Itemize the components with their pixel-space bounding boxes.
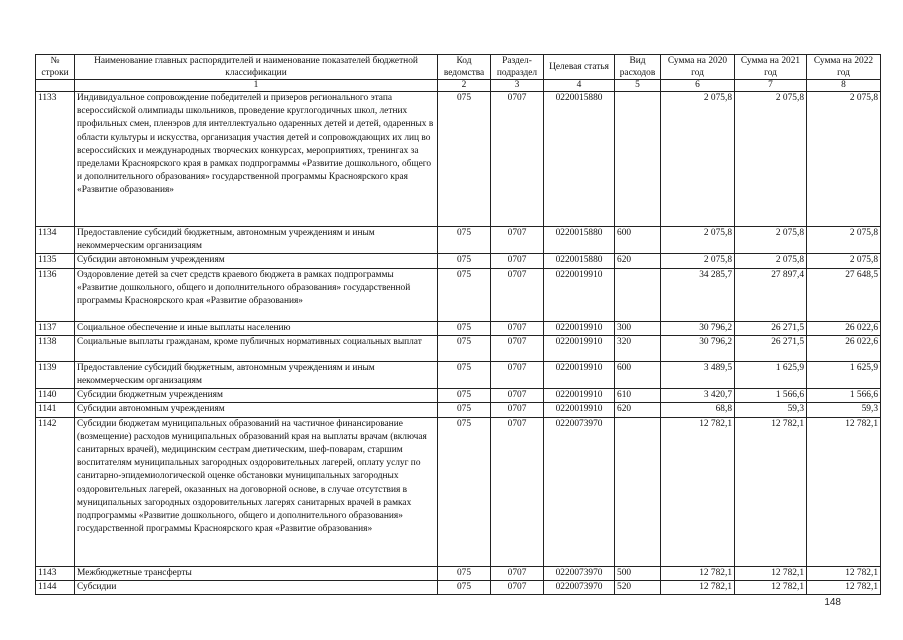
column-number — [36, 80, 75, 92]
row-expense-type: 600 — [615, 227, 661, 254]
row-section: 0707 — [491, 92, 544, 227]
row-section: 0707 — [491, 566, 544, 580]
column-number: 8 — [807, 80, 881, 92]
row-sum-2022: 1 625,9 — [807, 361, 881, 388]
row-target-article: 0220019910 — [544, 361, 615, 388]
row-dept-code: 075 — [438, 321, 491, 335]
header-sum-2022: Сумма на 2022 год — [807, 55, 881, 80]
row-name: Предоставление субсидий бюджетным, автономным учреждениям и иным некоммерческим организациям — [75, 227, 438, 254]
column-number: 1 — [75, 80, 438, 92]
row-number: 1142 — [36, 417, 75, 566]
row-expense-type: 620 — [615, 403, 661, 417]
row-dept-code: 075 — [438, 580, 491, 594]
row-sum-2022: 26 022,6 — [807, 321, 881, 335]
table-row — [36, 321, 881, 335]
row-dept-code: 075 — [438, 254, 491, 268]
table-row — [36, 566, 881, 580]
row-sum-2022: 2 075,8 — [807, 92, 881, 227]
row-section: 0707 — [491, 361, 544, 388]
page-number: 148 — [824, 597, 841, 608]
row-sum-2022: 12 782,1 — [807, 566, 881, 580]
header-expense-type: Вид расходов — [615, 55, 661, 80]
row-name: Субсидии бюджетам муниципальных образований на частичное финансирование (возмещение) расходов муниципальных образований края на выплаты врачам (включая санитарных врачей), медицинским сестрам диетическим, шеф-поварам, старшим воспитателям муниципальных загородных оздоровительных лагерей, оплату услуг по санитарно-эпидемиологической оценке обстановки муниципальных загородных оздоровительных лагерей, оказанных на договорной основе, в случае отсутствия в муниципальных загородных оздоровительных лагерях санитарных врачей в рамках подпрограммы «Развитие дошкольного, общего и дополнительного образования» государственной программы Красноярского края «Развитие образования» — [75, 417, 438, 566]
header-code: Код ведомства — [438, 55, 491, 80]
row-number: 1141 — [36, 403, 75, 417]
row-sum-2020: 12 782,1 — [661, 417, 735, 566]
row-target-article: 0220019910 — [544, 335, 615, 361]
row-section: 0707 — [491, 580, 544, 594]
header-sum-2020: Сумма на 2020 год — [661, 55, 735, 80]
row-number: 1133 — [36, 92, 75, 227]
row-sum-2021: 2 075,8 — [735, 227, 807, 254]
row-section: 0707 — [491, 254, 544, 268]
row-sum-2022: 2 075,8 — [807, 227, 881, 254]
table-row — [36, 361, 881, 388]
row-sum-2020: 30 796,2 — [661, 321, 735, 335]
row-expense-type: 320 — [615, 335, 661, 361]
row-sum-2022: 2 075,8 — [807, 254, 881, 268]
row-target-article: 0220015880 — [544, 227, 615, 254]
row-target-article: 0220019910 — [544, 268, 615, 321]
table-body — [36, 92, 881, 595]
row-number: 1140 — [36, 389, 75, 403]
row-sum-2022: 1 566,6 — [807, 389, 881, 403]
row-dept-code: 075 — [438, 361, 491, 388]
header-article: Целевая статья — [544, 55, 615, 80]
row-sum-2020: 2 075,8 — [661, 92, 735, 227]
row-number: 1138 — [36, 335, 75, 361]
row-sum-2020: 2 075,8 — [661, 254, 735, 268]
row-name: Субсидии автономным учреждениям — [75, 403, 438, 417]
row-sum-2022: 26 022,6 — [807, 335, 881, 361]
row-dept-code: 075 — [438, 92, 491, 227]
row-target-article: 0220073970 — [544, 580, 615, 594]
row-sum-2021: 2 075,8 — [735, 254, 807, 268]
table-row — [36, 417, 881, 566]
row-expense-type — [615, 417, 661, 566]
row-sum-2021: 1 566,6 — [735, 389, 807, 403]
row-sum-2020: 3 489,5 — [661, 361, 735, 388]
row-expense-type: 610 — [615, 389, 661, 403]
row-dept-code: 075 — [438, 417, 491, 566]
header-name: Наименование главных распорядителей и наименование показателей бюджетной классификации — [75, 55, 438, 80]
table-row — [36, 268, 881, 321]
row-expense-type — [615, 92, 661, 227]
row-sum-2022: 59,3 — [807, 403, 881, 417]
header-section: Раздел-подраздел — [491, 55, 544, 80]
row-sum-2020: 3 420,7 — [661, 389, 735, 403]
row-name: Социальное обеспечение и иные выплаты населению — [75, 321, 438, 335]
row-expense-type — [615, 268, 661, 321]
column-number: 6 — [661, 80, 735, 92]
row-dept-code: 075 — [438, 389, 491, 403]
row-sum-2021: 26 271,5 — [735, 335, 807, 361]
table-row — [36, 580, 881, 594]
row-dept-code: 075 — [438, 227, 491, 254]
row-sum-2021: 2 075,8 — [735, 92, 807, 227]
header-row — [36, 55, 881, 80]
row-sum-2020: 34 285,7 — [661, 268, 735, 321]
table-row — [36, 335, 881, 361]
row-section: 0707 — [491, 389, 544, 403]
row-name: Межбюджетные трансферты — [75, 566, 438, 580]
row-name: Субсидии бюджетным учреждениям — [75, 389, 438, 403]
row-section: 0707 — [491, 335, 544, 361]
row-name: Субсидии автономным учреждениям — [75, 254, 438, 268]
row-dept-code: 075 — [438, 335, 491, 361]
row-sum-2020: 30 796,2 — [661, 335, 735, 361]
row-target-article: 0220073970 — [544, 417, 615, 566]
row-name: Предоставление субсидий бюджетным, автономным учреждениям и иным некоммерческим организациям — [75, 361, 438, 388]
row-expense-type: 620 — [615, 254, 661, 268]
column-number-row — [36, 80, 881, 92]
row-sum-2021: 59,3 — [735, 403, 807, 417]
row-sum-2021: 12 782,1 — [735, 417, 807, 566]
row-target-article: 0220019910 — [544, 321, 615, 335]
row-sum-2020: 68,8 — [661, 403, 735, 417]
row-target-article: 0220015880 — [544, 92, 615, 227]
table-row — [36, 403, 881, 417]
row-section: 0707 — [491, 227, 544, 254]
row-section: 0707 — [491, 321, 544, 335]
table-row — [36, 227, 881, 254]
row-sum-2021: 26 271,5 — [735, 321, 807, 335]
header-row-no: № строки — [36, 55, 75, 80]
row-name: Социальные выплаты гражданам, кроме публичных нормативных социальных выплат — [75, 335, 438, 361]
row-name: Оздоровление детей за счет средств краевого бюджета в рамках подпрограммы «Развитие дошкольного, общего и дополнительного образования» государственной программы Красноярского края «Развитие образования» — [75, 268, 438, 321]
row-sum-2022: 12 782,1 — [807, 580, 881, 594]
table-row — [36, 389, 881, 403]
row-number: 1134 — [36, 227, 75, 254]
row-section: 0707 — [491, 417, 544, 566]
row-number: 1139 — [36, 361, 75, 388]
row-sum-2020: 12 782,1 — [661, 566, 735, 580]
row-name: Субсидии — [75, 580, 438, 594]
table-row — [36, 92, 881, 227]
row-section: 0707 — [491, 268, 544, 321]
row-sum-2021: 1 625,9 — [735, 361, 807, 388]
column-number: 2 — [438, 80, 491, 92]
row-sum-2022: 12 782,1 — [807, 417, 881, 566]
row-number: 1144 — [36, 580, 75, 594]
row-sum-2021: 12 782,1 — [735, 566, 807, 580]
row-dept-code: 075 — [438, 268, 491, 321]
row-number: 1143 — [36, 566, 75, 580]
row-target-article: 0220019910 — [544, 389, 615, 403]
column-number: 5 — [615, 80, 661, 92]
row-number: 1137 — [36, 321, 75, 335]
row-expense-type: 520 — [615, 580, 661, 594]
column-number: 7 — [735, 80, 807, 92]
row-sum-2022: 27 648,5 — [807, 268, 881, 321]
budget-table — [35, 54, 881, 595]
row-sum-2021: 12 782,1 — [735, 580, 807, 594]
row-number: 1135 — [36, 254, 75, 268]
row-expense-type: 500 — [615, 566, 661, 580]
row-sum-2021: 27 897,4 — [735, 268, 807, 321]
row-section: 0707 — [491, 403, 544, 417]
row-expense-type: 300 — [615, 321, 661, 335]
row-number: 1136 — [36, 268, 75, 321]
row-name: Индивидуальное сопровождение победителей и призеров регионального этапа всероссийской олимпиады школьников, проведение круглогодичных школ, летних профильных смен, пленэров для интеллектуально одаренных детей и детей, одаренных в области культуры и искусства, организация участия детей и сопровождающих их лиц во всероссийских и международных творческих конкурсах, мероприятиях, тренингах за пределами Красноярского края в рамках подпрограммы «Развитие дошкольного, общего и дополнительного образования» государственной программы Красноярского края «Развитие образования» — [75, 92, 438, 227]
column-number: 4 — [544, 80, 615, 92]
row-target-article: 0220073970 — [544, 566, 615, 580]
row-sum-2020: 2 075,8 — [661, 227, 735, 254]
table-row — [36, 254, 881, 268]
row-target-article: 0220015880 — [544, 254, 615, 268]
row-expense-type: 600 — [615, 361, 661, 388]
row-dept-code: 075 — [438, 403, 491, 417]
row-dept-code: 075 — [438, 566, 491, 580]
row-target-article: 0220019910 — [544, 403, 615, 417]
row-sum-2020: 12 782,1 — [661, 580, 735, 594]
column-number: 3 — [491, 80, 544, 92]
header-sum-2021: Сумма на 2021 год — [735, 55, 807, 80]
